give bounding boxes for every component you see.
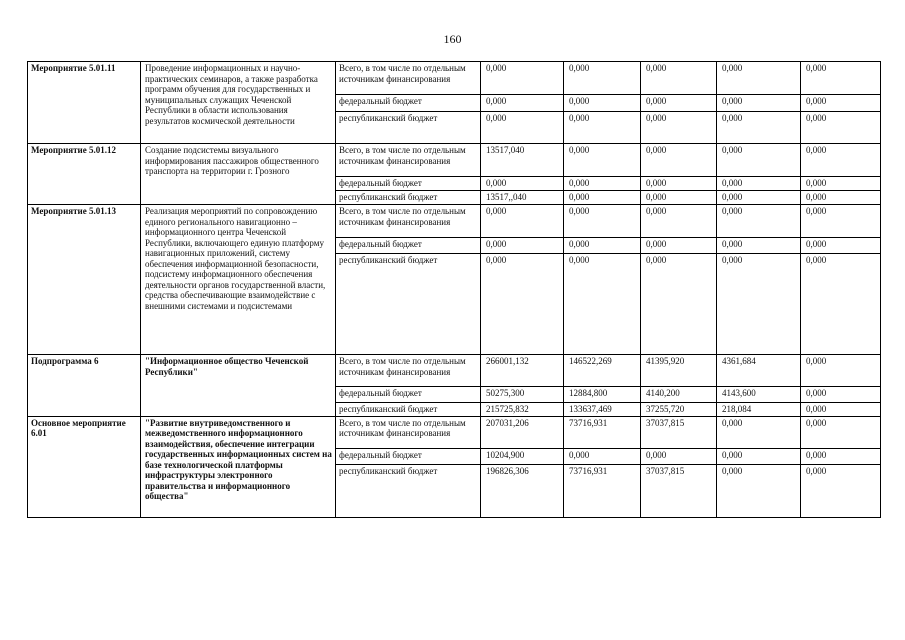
funding-source: республиканский бюджет: [336, 112, 481, 144]
subprogram-description: "Информационное общество Чеченской Республики": [141, 355, 336, 417]
value-cell: 0,000: [717, 238, 801, 254]
value-cell: 0,000: [564, 62, 641, 95]
value-cell: 146522,269: [564, 355, 641, 387]
value-cell: 0,000: [801, 387, 881, 403]
value-cell: 13517,,040: [481, 191, 564, 205]
table-row: [28, 355, 881, 387]
value-cell: 0,000: [717, 464, 801, 517]
value-cell: 0,000: [481, 112, 564, 144]
funding-source: Всего, в том числе по отдельным источникам финансирования: [336, 205, 481, 238]
value-cell: 207031,206: [481, 416, 564, 448]
funding-source: федеральный бюджет: [336, 387, 481, 403]
table-row: [28, 144, 881, 177]
value-cell: 0,000: [481, 238, 564, 254]
main-activity-description: "Развитие внутриведомственного и межведомственного информационного взаимодействия, обеспечение интеграции государственных информационных систем на базе технологической платформы инфраструктуры электронного правительства и информационного общества": [141, 416, 336, 517]
subprogram-name: Подпрограмма 6: [28, 355, 141, 417]
main-activity-name: Основное мероприятие 6.01: [28, 416, 141, 517]
value-cell: 0,000: [801, 144, 881, 177]
value-cell: 73716,931: [564, 416, 641, 448]
value-cell: 0,000: [801, 205, 881, 238]
value-cell: 10204,900: [481, 448, 564, 464]
value-cell: 0,000: [801, 238, 881, 254]
table-row: [28, 416, 881, 448]
value-cell: 0,000: [717, 416, 801, 448]
value-cell: 0,000: [481, 205, 564, 238]
value-cell: 0,000: [717, 254, 801, 355]
funding-source: федеральный бюджет: [336, 95, 481, 112]
funding-source: федеральный бюджет: [336, 177, 481, 191]
activity-description: Создание подсистемы визуального информирования пассажиров общественного транспорта на территории г. Грозного: [141, 144, 336, 205]
funding-source: федеральный бюджет: [336, 448, 481, 464]
value-cell: 0,000: [801, 177, 881, 191]
value-cell: 0,000: [801, 191, 881, 205]
funding-source: республиканский бюджет: [336, 403, 481, 417]
value-cell: 0,000: [564, 144, 641, 177]
value-cell: 73716,931: [564, 464, 641, 517]
funding-source: республиканский бюджет: [336, 254, 481, 355]
table-row: [28, 205, 881, 238]
value-cell: 0,000: [481, 254, 564, 355]
value-cell: 0,000: [564, 254, 641, 355]
value-cell: 0,000: [641, 95, 717, 112]
value-cell: 0,000: [641, 144, 717, 177]
activity-description: Реализация мероприятий по сопровождению единого регионального навигационно – информационного центра Чеченской Республики, включающего единую платформу навигационных приложений, систему обеспечения информационной безопасности, подсистему информационного обеспечения деятельности органов государственной власти, средства обеспечивающие взаимодействие с внешними системами и подсистемами: [141, 205, 336, 355]
value-cell: 0,000: [801, 416, 881, 448]
funding-source: Всего, в том числе по отдельным источникам финансирования: [336, 144, 481, 177]
value-cell: 4143,600: [717, 387, 801, 403]
value-cell: 0,000: [717, 62, 801, 95]
value-cell: 0,000: [641, 112, 717, 144]
value-cell: 0,000: [801, 355, 881, 387]
activity-name: Мероприятие 5.01.12: [28, 144, 141, 205]
value-cell: 0,000: [564, 191, 641, 205]
value-cell: 4140,200: [641, 387, 717, 403]
table-row: [28, 62, 881, 95]
value-cell: 0,000: [717, 177, 801, 191]
value-cell: 0,000: [564, 238, 641, 254]
budget-table: [27, 61, 881, 518]
value-cell: 266001,132: [481, 355, 564, 387]
value-cell: 0,000: [641, 191, 717, 205]
value-cell: 0,000: [481, 62, 564, 95]
value-cell: 0,000: [801, 62, 881, 95]
value-cell: 0,000: [801, 112, 881, 144]
funding-source: Всего, в том числе по отдельным источникам финансирования: [336, 62, 481, 95]
value-cell: 0,000: [641, 254, 717, 355]
value-cell: 0,000: [801, 403, 881, 417]
value-cell: 0,000: [717, 144, 801, 177]
funding-source: Всего, в том числе по отдельным источникам финансирования: [336, 355, 481, 387]
value-cell: 0,000: [564, 112, 641, 144]
value-cell: 13517,040: [481, 144, 564, 177]
value-cell: 0,000: [481, 177, 564, 191]
value-cell: 133637,469: [564, 403, 641, 417]
funding-source: республиканский бюджет: [336, 464, 481, 517]
funding-source: республиканский бюджет: [336, 191, 481, 205]
value-cell: 50275,300: [481, 387, 564, 403]
value-cell: 0,000: [717, 205, 801, 238]
funding-source: федеральный бюджет: [336, 238, 481, 254]
value-cell: 0,000: [801, 464, 881, 517]
value-cell: 0,000: [564, 205, 641, 238]
value-cell: 0,000: [717, 95, 801, 112]
value-cell: 0,000: [481, 95, 564, 112]
value-cell: 37037,815: [641, 416, 717, 448]
funding-source: Всего, в том числе по отдельным источникам финансирования: [336, 416, 481, 448]
value-cell: 0,000: [801, 448, 881, 464]
value-cell: 37037,815: [641, 464, 717, 517]
value-cell: 196826,306: [481, 464, 564, 517]
value-cell: 0,000: [641, 448, 717, 464]
value-cell: 0,000: [641, 238, 717, 254]
page-number: 160: [443, 32, 462, 46]
value-cell: 218,084: [717, 403, 801, 417]
value-cell: 0,000: [641, 62, 717, 95]
activity-description: Проведение информационных и научно-практических семинаров, а также разработка программ обучения для государственных и муниципальных служащих Чеченской Республики в области использования результатов космической деятельности: [141, 62, 336, 144]
value-cell: 37255,720: [641, 403, 717, 417]
value-cell: 4361,684: [717, 355, 801, 387]
value-cell: 0,000: [717, 191, 801, 205]
value-cell: 215725,832: [481, 403, 564, 417]
value-cell: 0,000: [801, 95, 881, 112]
value-cell: 0,000: [717, 448, 801, 464]
value-cell: 0,000: [641, 177, 717, 191]
value-cell: 0,000: [564, 448, 641, 464]
activity-name: Мероприятие 5.01.11: [28, 62, 141, 144]
value-cell: 41395,920: [641, 355, 717, 387]
value-cell: 0,000: [564, 177, 641, 191]
value-cell: 0,000: [801, 254, 881, 355]
value-cell: 0,000: [641, 205, 717, 238]
activity-name: Мероприятие 5.01.13: [28, 205, 141, 355]
value-cell: 0,000: [564, 95, 641, 112]
value-cell: 0,000: [717, 112, 801, 144]
value-cell: 12884,800: [564, 387, 641, 403]
